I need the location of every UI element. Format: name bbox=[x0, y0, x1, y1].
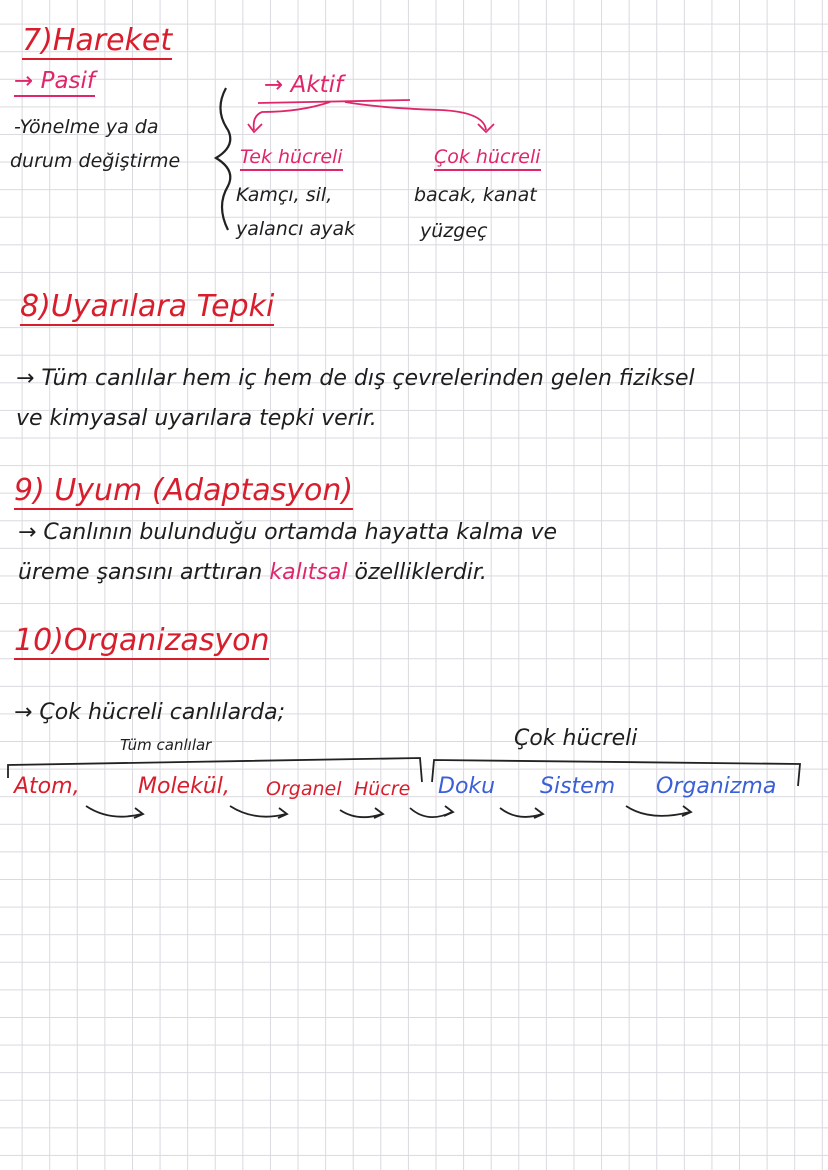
section-8-title: 8)Uyarılara Tepki bbox=[20, 289, 275, 324]
level-atom: Atom, bbox=[14, 774, 80, 799]
aktif-underline bbox=[258, 100, 410, 103]
tek-hucreli-ex-2: yalancı ayak bbox=[236, 218, 356, 240]
cok-hucreli-group-label: Çok hücreli bbox=[514, 726, 638, 751]
section-9-line-1: → Canlının bulunduğu ortamda hayatta kalma ve bbox=[18, 520, 558, 545]
section-9-title: 9) Uyum (Adaptasyon) bbox=[14, 473, 354, 508]
level-hucre: Hücre bbox=[354, 778, 411, 800]
level-sistem: Sistem bbox=[540, 774, 616, 799]
section-10-line-1: → Çok hücreli canlılarda; bbox=[14, 700, 286, 725]
cok-hucreli-ex-1: bacak, kanat bbox=[414, 184, 537, 206]
section-9-line-2 bbox=[18, 562, 487, 584]
tek-hucreli-label: Tek hücreli bbox=[240, 148, 343, 171]
cok-hucreli-label: Çok hücreli bbox=[434, 148, 541, 171]
pasif-label: → Pasif bbox=[14, 70, 95, 97]
section-9-line-2-start: üreme şansını arttıran bbox=[18, 560, 263, 585]
section-7-brace bbox=[216, 88, 230, 230]
arrow-to-tek-hucreli bbox=[254, 102, 330, 130]
level-organel: Organel bbox=[266, 778, 342, 800]
cok-hucreli-ex-2: yüzgeç bbox=[420, 220, 488, 242]
section-8-line-2: ve kimyasal uyarılara tepki verir. bbox=[16, 406, 377, 431]
level-organizma: Organizma bbox=[656, 774, 777, 799]
section-7-title: 7)Hareket bbox=[22, 23, 173, 58]
arrow-to-cok-hucreli bbox=[345, 102, 486, 130]
pasif-desc-1: -Yönelme ya da bbox=[14, 116, 159, 138]
section-9-line-2-end: özelliklerdir. bbox=[354, 560, 487, 585]
kalitsal-highlight: kalıtsal bbox=[269, 560, 348, 585]
section-10-title: 10)Organizasyon bbox=[14, 623, 270, 658]
level-molekul: Molekül, bbox=[138, 774, 230, 799]
tek-hucreli-ex-1: Kamçı, sil, bbox=[236, 184, 333, 206]
section-8-line-1: → Tüm canlılar hem iç hem de dış çevrelerinden gelen fiziksel bbox=[16, 366, 695, 391]
pasif-desc-2: durum değiştirme bbox=[10, 150, 181, 172]
level-doku: Doku bbox=[438, 774, 496, 799]
tum-canlilar-label: Tüm canlılar bbox=[120, 736, 212, 754]
aktif-label: → Aktif bbox=[264, 72, 344, 98]
organization-arrows bbox=[86, 806, 691, 818]
